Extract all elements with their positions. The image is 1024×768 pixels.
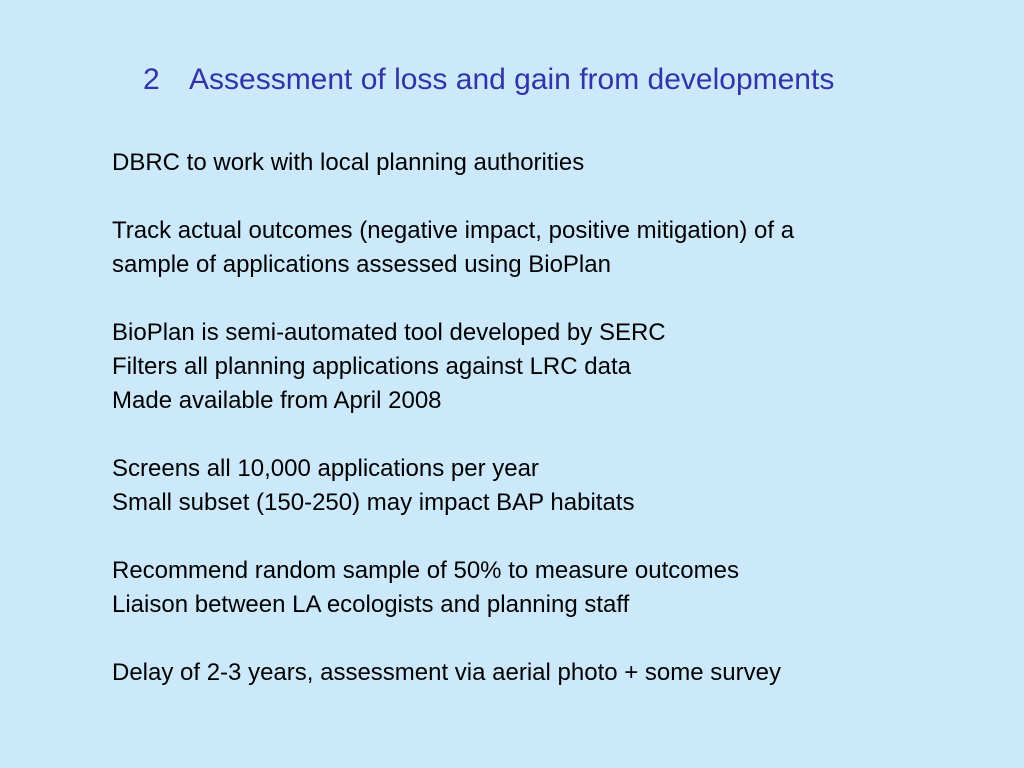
paragraph-5 [112, 554, 992, 622]
paragraph-1 [112, 146, 992, 180]
paragraph-gap [112, 180, 992, 214]
slide-title [143, 60, 834, 100]
body-line: Small subset (150-250) may impact BAP habitats [112, 489, 635, 516]
body-line: BioPlan is semi-automated tool developed by SERC [112, 319, 666, 346]
slide-title-number: 2 [143, 63, 160, 96]
body-line: Track actual outcomes (negative impact, positive mitigation) of a [112, 217, 795, 244]
paragraph-gap [112, 282, 992, 316]
body-line: Liaison between LA ecologists and planning staff [112, 591, 630, 618]
body-line: DBRC to work with local planning authorities [112, 149, 585, 176]
body-line: Delay of 2-3 years, assessment via aerial photo + some survey [112, 659, 781, 686]
body-line: Recommend random sample of 50% to measure outcomes [112, 557, 739, 584]
body-line: Filters all planning applications against LRC data [112, 353, 631, 380]
paragraph-gap [112, 520, 992, 554]
paragraph-3 [112, 316, 992, 418]
body-line: Screens all 10,000 applications per year [112, 455, 539, 482]
slide-title-text: Assessment of loss and gain from developments [189, 63, 835, 96]
paragraph-6 [112, 656, 992, 690]
paragraph-gap [112, 622, 992, 656]
paragraph-2 [112, 214, 992, 282]
slide-body [112, 146, 992, 690]
body-line: sample of applications assessed using BioPlan [112, 251, 611, 278]
body-line: Made available from April 2008 [112, 387, 442, 414]
paragraph-gap [112, 418, 992, 452]
paragraph-4 [112, 452, 992, 520]
